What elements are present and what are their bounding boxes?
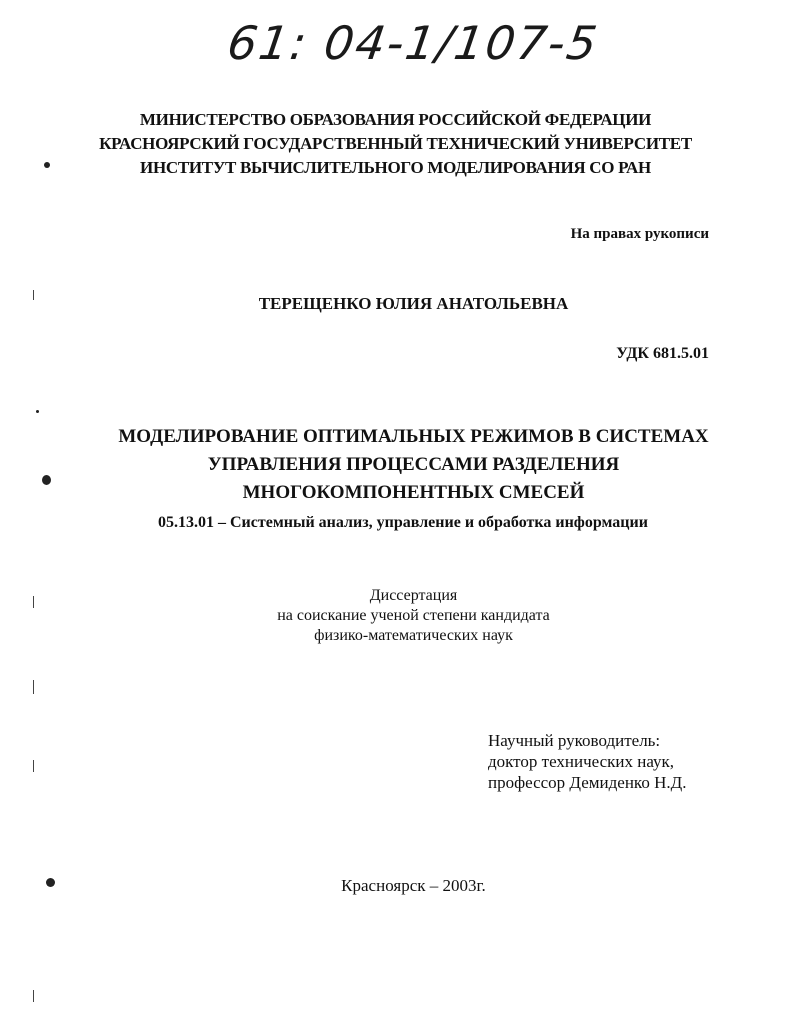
scientific-advisor [488, 730, 686, 793]
advisor-degree: доктор технических наук, [488, 752, 675, 771]
author-name: ТЕРЕЩЕНКО ЮЛИЯ АНАТОЛЬЕВНА [258, 294, 569, 313]
scan-mark [33, 680, 34, 694]
udk-code: УДК 681.5.01 [616, 345, 709, 362]
degree-field-line: физико-математических наук [314, 627, 513, 644]
degree-line: на соискание ученой степени кандидата [277, 607, 550, 624]
scan-mark [33, 760, 34, 772]
dissertation-title-line-1: МОДЕЛИРОВАНИЕ ОПТИМАЛЬНЫХ РЕЖИМОВ В СИСТЕМАХ [118, 426, 709, 447]
binding-hole [46, 878, 55, 887]
scan-mark [33, 290, 34, 300]
binding-hole [42, 475, 51, 485]
dissertation-label: Диссертация [369, 587, 458, 604]
city-year: Красноярск – 2003г. [341, 876, 486, 895]
advisor-name: профессор Демиденко Н.Д. [488, 773, 687, 792]
institute-line: ИНСТИТУТ ВЫЧИСЛИТЕЛЬНОГО МОДЕЛИРОВАНИЯ СО РАН [140, 158, 651, 177]
university-line: КРАСНОЯРСКИЙ ГОСУДАРСТВЕННЫЙ ТЕХНИЧЕСКИЙ УНИВЕРСИТЕТ [99, 134, 692, 153]
scan-speck [44, 162, 50, 168]
advisor-label: Научный руководитель: [488, 731, 661, 750]
ministry-line: МИНИСТЕРСТВО ОБРАЗОВАНИЯ РОССИЙСКОЙ ФЕДЕРАЦИИ [139, 110, 652, 129]
scan-mark [33, 990, 34, 1002]
scan-mark [33, 596, 34, 608]
specialty-code: 05.13.01 – Системный анализ, управление и обработка информации [158, 514, 648, 531]
handwritten-archive-code: 61: 04-1/107-5 [224, 16, 603, 70]
manuscript-rights-note: На правах рукописи [570, 226, 709, 242]
scan-speck [36, 410, 39, 413]
dissertation-title-line-3: МНОГОКОМПОНЕНТНЫХ СМЕСЕЙ [242, 482, 585, 503]
dissertation-title-line-2: УПРАВЛЕНИЯ ПРОЦЕССАМИ РАЗДЕЛЕНИЯ [207, 454, 620, 475]
